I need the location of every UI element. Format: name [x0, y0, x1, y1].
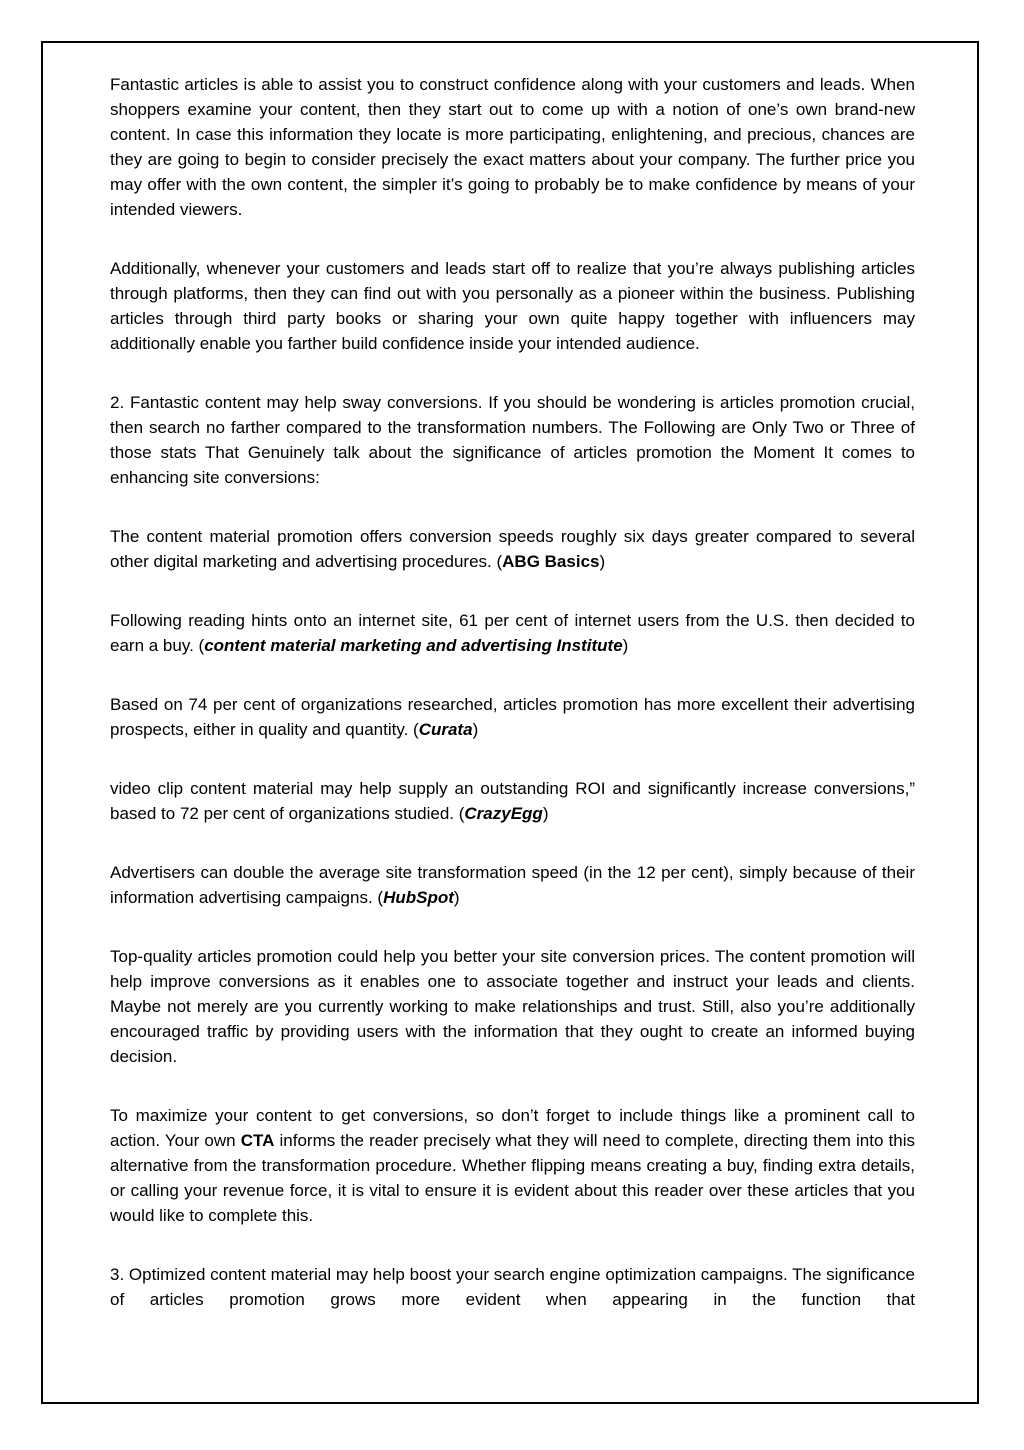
paragraph-1: Fantastic articles is able to assist you to construct confidence along with your customers and leads. When shoppers examine your content, then they start out to come up with a notion of one’s own brand-new content. In case this information they locate is more participating, enlightening, and precious, chances are they are going to begin to consider precisely the exact matters about your company. The further price you may offer with the own content, the simpler it’s going to probably be to make confidence by means of your intended viewers.: [110, 75, 915, 219]
paragraph-8: [110, 860, 915, 910]
paragraph-2: Additionally, whenever your customers and leads start off to realize that you’re always publishing articles through platforms, then they can find out with you personally as a pioneer within the business. Publishing articles through third party books or sharing your own quite happy together with influencers may additionally enable you farther build confidence inside your intended audience.: [110, 259, 915, 353]
paragraph-10-text-after: informs the reader precisely what they will need to complete, directing them into this alternative from the transformation procedure. Whether flipping means creating a buy, finding extra details, or calling your revenue force, it is vital to ensure it is evident about this reader over these articles that you would like to complete this.: [110, 1131, 916, 1225]
paragraph-10-text-before: To maximize your content to get conversions, so don’t forget to include things like a prominent call to action. Your own: [110, 1106, 915, 1150]
citation-close: ): [472, 720, 479, 739]
paragraph-5: [110, 608, 915, 658]
paragraph-7-text: video clip content material may help supply an outstanding ROI and significantly increase conversions,” based to 72 per cent of organizations studied. (: [110, 779, 915, 823]
paragraph-3: 2. Fantastic content may help sway conversions. If you should be wondering is articles promotion crucial, then search no farther compared to the transformation numbers. The Following are Only Two or Three of those stats That Genuinely talk about the significance of articles promotion the Moment It comes to enhancing site conversions:: [110, 393, 915, 487]
paragraph-6-text: Based on 74 per cent of organizations researched, articles promotion has more excellent their advertising prospects, either in quality and quantity. (: [110, 695, 915, 739]
paragraph-4-text: The content material promotion offers conversion speeds roughly six days greater compared to several other digital marketing and advertising procedures. (: [110, 527, 915, 571]
citation-close: ): [542, 804, 549, 823]
paragraph-5-text: Following reading hints onto an internet site, 61 per cent of internet users from the U.S. then decided to earn a buy. (: [110, 611, 915, 655]
source-citation: Curata: [418, 720, 473, 739]
citation-close: ): [453, 888, 460, 907]
paragraph-10: [110, 1103, 915, 1228]
paragraph-9: Top-quality articles promotion could help you better your site conversion prices. The content promotion will help improve conversions as it enables one to associate together and instruct your leads and clients. Maybe not merely are you currently working to make relationships and trust. Still, also you’re additionally encouraged traffic by providing users with the information that they ought to create an informed buying decision.: [110, 947, 915, 1066]
paragraph-11: 3. Optimized content material may help boost your search engine optimization campaigns. The significance of articles promotion grows more evident when appearing in the function that: [110, 1265, 915, 1309]
document-body: [110, 72, 915, 1312]
source-citation: content material marketing and advertising Institute: [204, 636, 623, 655]
paragraph-8-text: Advertisers can double the average site transformation speed (in the 12 per cent), simply because of their information advertising campaigns. (: [110, 863, 915, 907]
citation-close: ): [599, 552, 606, 571]
cta-term: CTA: [240, 1131, 275, 1150]
citation-close: ): [622, 636, 629, 655]
source-citation: ABG Basics: [502, 552, 600, 571]
source-citation: CrazyEgg: [464, 804, 543, 823]
source-citation: HubSpot: [383, 888, 454, 907]
paragraph-7: [110, 776, 915, 826]
paragraph-6: [110, 692, 915, 742]
paragraph-4: [110, 524, 915, 574]
